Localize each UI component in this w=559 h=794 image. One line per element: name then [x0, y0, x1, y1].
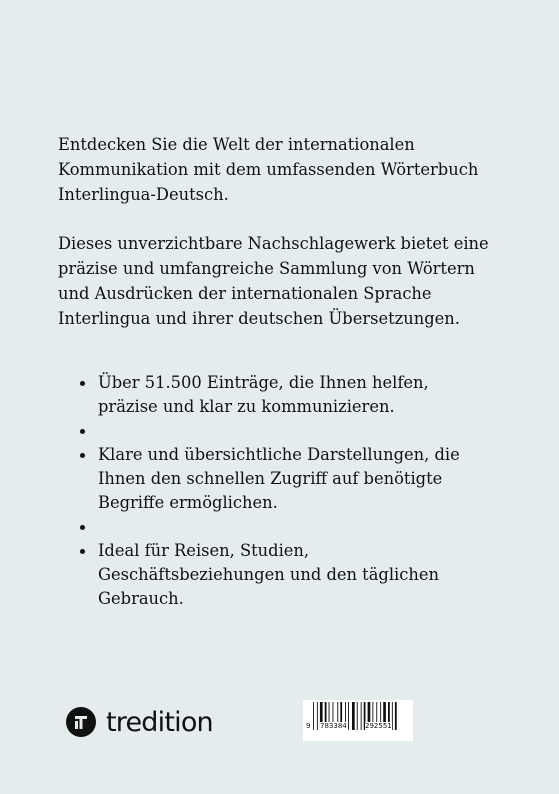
publisher-name: tredition: [106, 706, 213, 738]
tredition-logo-icon: [66, 707, 96, 737]
barcode-prefix: 9: [306, 722, 311, 730]
barcode-group-1: 783384: [320, 722, 347, 730]
list-item: [80, 419, 490, 443]
bullet-icon: [80, 549, 85, 554]
list-item: Ideal für Reisen, Studien, Geschäftsbeziehungen und den täglichen Gebrauch.: [80, 539, 490, 611]
list-item: Über 51.500 Einträge, die Ihnen helfen, präzise und klar zu kommunizieren.: [80, 371, 490, 419]
isbn-barcode: [303, 700, 413, 741]
feature-list: [80, 371, 490, 611]
publisher-logo: [66, 705, 213, 739]
bullet-icon: [80, 525, 85, 530]
list-item: [80, 515, 490, 539]
bullet-icon: [80, 381, 85, 386]
list-item: Klare und übersichtliche Darstellungen, die Ihnen den schnellen Zugriff auf benötigte Begriffe ermöglichen.: [80, 443, 490, 515]
bullet-icon: [80, 453, 85, 458]
back-cover-text: [58, 132, 498, 355]
bullet-icon: [80, 429, 85, 434]
barcode-group-2: 292551: [365, 722, 392, 730]
intro-paragraph-1: Entdecken Sie die Welt der internationalen Kommunikation mit dem umfassenden Wörterbuch Interlingua-Deutsch.: [58, 135, 479, 204]
intro-paragraph-2: Dieses unverzichtbare Nachschlagewerk bietet eine präzise und umfangreiche Sammlung von Wörtern und Ausdrücken der internationalen Sprache Interlingua und ihrer deutschen Übersetzungen.: [58, 234, 489, 328]
